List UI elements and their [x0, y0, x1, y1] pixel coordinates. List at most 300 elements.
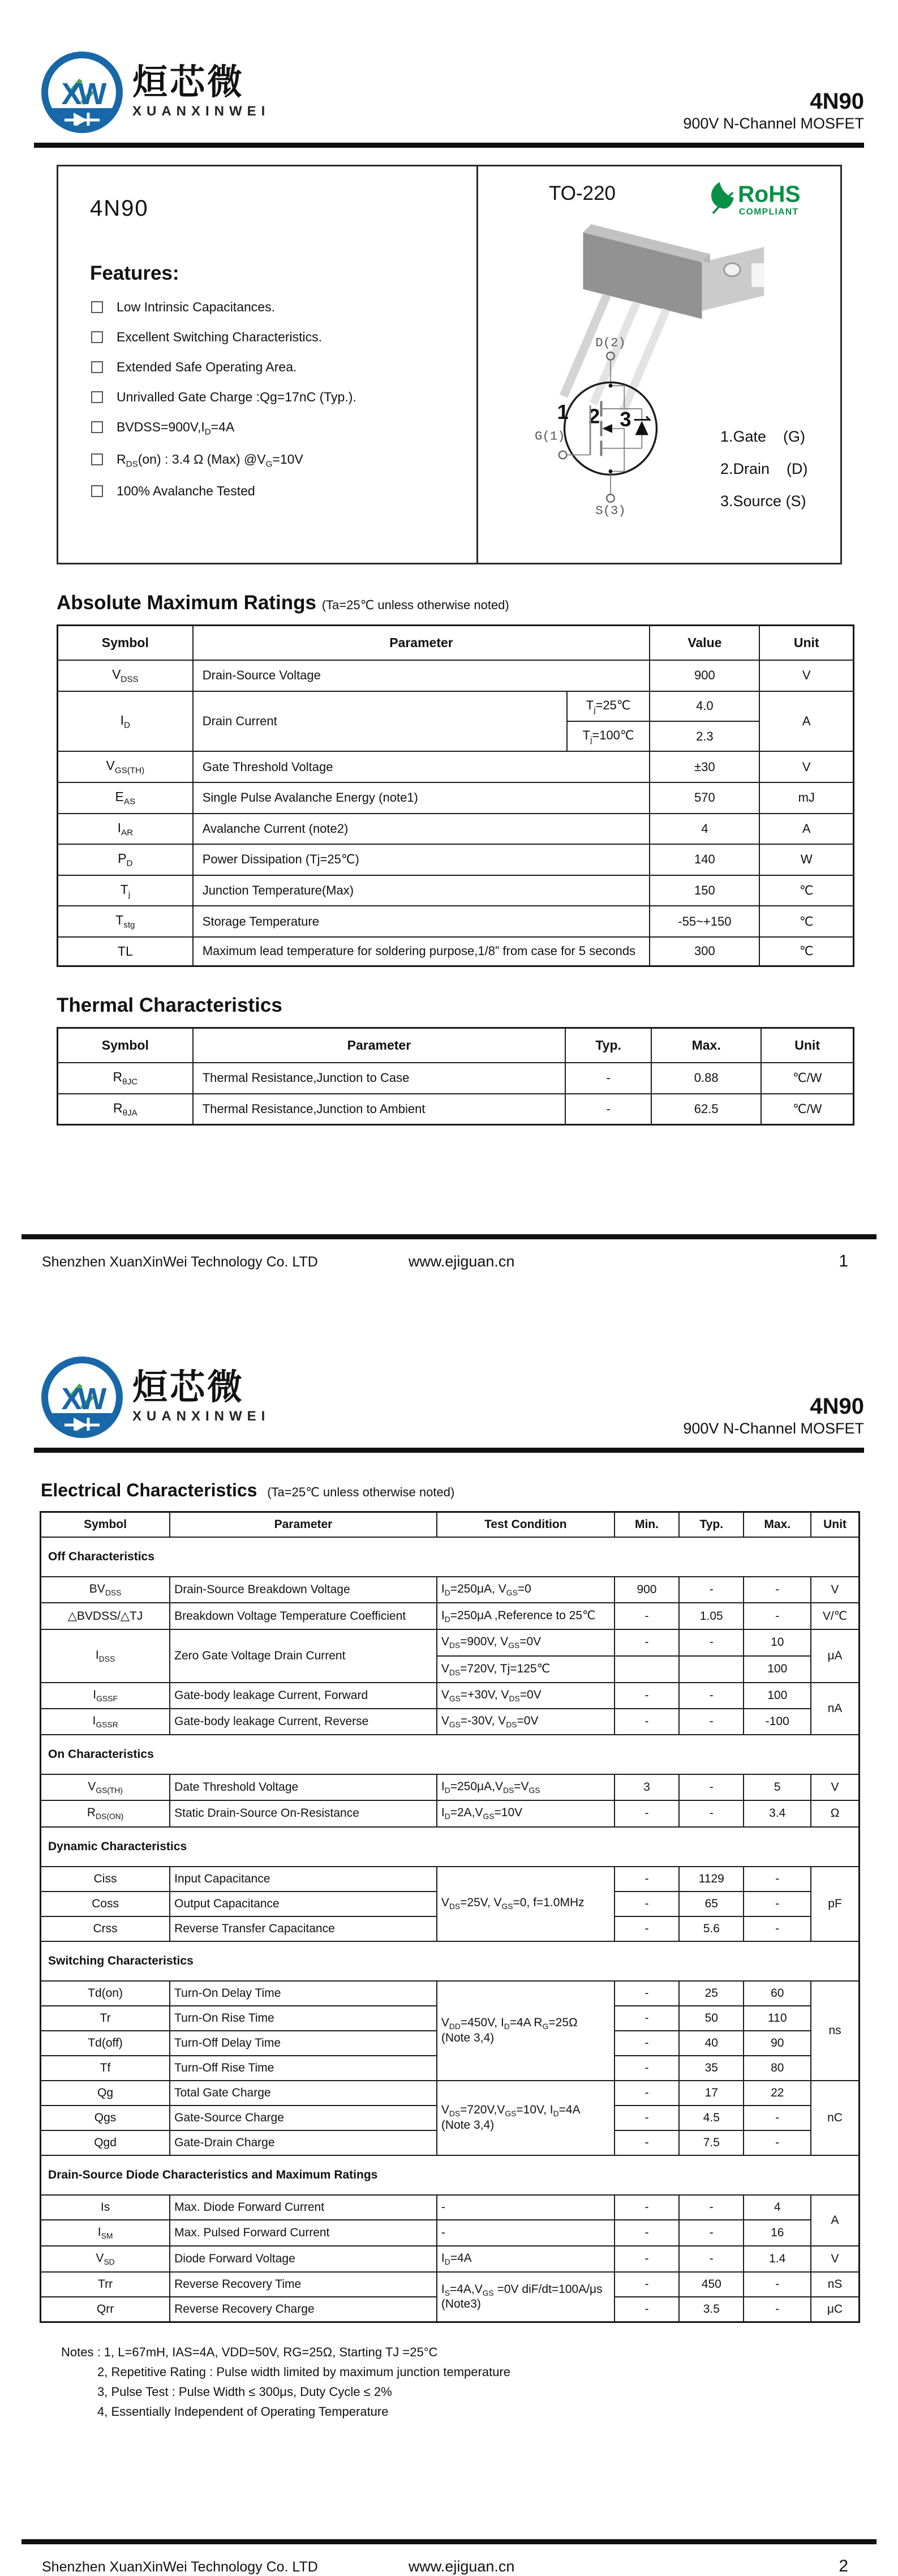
table-cell: V [811, 2246, 859, 2272]
table-row [41, 1537, 860, 1577]
table-cell: $V_{GS(TH)}$ [58, 751, 193, 782]
absolute-maximum-ratings-table [57, 624, 854, 967]
table-cell: ℃ [759, 937, 853, 966]
page-header [0, 1305, 898, 1445]
table-row [58, 782, 854, 814]
table-cell: 4 [744, 2195, 811, 2220]
table-row [41, 2220, 860, 2246]
intro-part-number: 4N90 [90, 196, 149, 221]
table-cell: Unit [811, 1512, 859, 1538]
intro-right [478, 166, 840, 563]
feature-text: Extended Safe Operating Area. [117, 360, 297, 374]
table-row [41, 1735, 860, 1774]
thermal-heading: Thermal Characteristics [57, 994, 282, 1016]
table-cell: μC [811, 2297, 859, 2322]
table-cell: 3.5 [679, 2297, 744, 2322]
table-row [41, 1941, 860, 1981]
table-row [58, 691, 854, 721]
schematic-gate-label: G(1) [534, 429, 565, 444]
table-row [41, 1867, 860, 1892]
table-cell: TL [58, 937, 193, 966]
table-cell: μA [811, 1629, 859, 1682]
table-cell: $T_j=25℃$ [567, 691, 650, 721]
table-cell: -55~+150 [650, 906, 759, 937]
table-cell: Max. Diode Forward Current [170, 2195, 437, 2220]
table-cell: 570 [650, 782, 759, 814]
table-cell: - [615, 1683, 679, 1709]
table-row [58, 814, 854, 845]
feature-text: Excellent Switching Characteristics. [117, 330, 323, 344]
table-row [41, 2195, 860, 2220]
package-name: TO-220 [549, 182, 616, 204]
table-row [41, 1827, 860, 1867]
table-cell: 4.5 [679, 2106, 744, 2130]
table-cell: $V_{DS}=720V$, Tj=125℃ [437, 1656, 615, 1683]
checkbox-icon [91, 331, 103, 343]
logo-monogram: XW [61, 77, 103, 111]
checkbox-icon [91, 485, 103, 497]
elec-heading-note: (Ta=25℃ unless otherwise noted) [267, 1485, 455, 1499]
table-cell: 5 [744, 1774, 811, 1800]
table-cell: ±30 [650, 751, 759, 782]
table-cell: 40 [679, 2031, 744, 2056]
checkbox-icon [91, 453, 103, 465]
table-cell: V [811, 1577, 859, 1603]
amr-heading: Absolute Maximum Ratings (Ta=25℃ unless otherwise noted) [57, 592, 509, 614]
table-cell: Parameter [170, 1512, 437, 1538]
table-cell: 140 [650, 844, 759, 875]
pin-number-1: 1 [557, 400, 569, 423]
table-row [41, 1981, 860, 2006]
table-cell: $R_{DS(ON)}$ [41, 1800, 170, 1826]
table-cell: - [744, 1867, 811, 1892]
table-cell: nA [811, 1683, 859, 1735]
table-row [58, 937, 854, 966]
table-cell: - [615, 1981, 679, 2006]
table-cell: $I_{GSSF}$ [41, 1683, 170, 1709]
feature-text: $R_{DS}(on)$ : 3.4 Ω (Max) $@V_G=10V$ [117, 451, 303, 469]
table-row [41, 1629, 860, 1655]
table-cell: - [615, 1709, 679, 1735]
table-cell: 150 [650, 875, 759, 906]
checkbox-icon [91, 361, 103, 373]
table-cell: 4.0 [650, 691, 759, 721]
logo-monogram: XW [61, 1382, 103, 1416]
table-cell: 17 [679, 2081, 744, 2106]
schematic-drain-label: D(2) [595, 336, 626, 350]
mosfet-schematic [514, 336, 707, 517]
table-cell: - [744, 1892, 811, 1916]
table-header-row [58, 626, 854, 661]
footer-company: Shenzhen XuanXinWei Technology Co. LTD [42, 2559, 318, 2575]
table-cell: 4 [650, 814, 759, 845]
table-cell [679, 1656, 744, 1683]
table-cell: Drain-Source Voltage [193, 660, 650, 691]
table-cell: 900 [650, 660, 759, 691]
table-cell: - [615, 2195, 679, 2220]
table-cell: Thermal Resistance,Junction to Case [193, 1063, 565, 1094]
features-title: Features: [90, 262, 179, 284]
table-cell: - [615, 1867, 679, 1892]
table-cell: Gate-body leakage Current, Forward [170, 1683, 437, 1709]
table-cell: - [615, 2106, 679, 2130]
table-cell: - [615, 2246, 679, 2272]
table-cell: $I_D=2A,V_{GS}=10V$ [437, 1800, 615, 1826]
table-cell: nS [811, 2272, 859, 2297]
intro-left [58, 166, 478, 563]
table-row [58, 1094, 854, 1125]
table-cell: $V_{GS}=-30V$, $V_{DS}=0V$ [437, 1709, 615, 1735]
table-cell: Maximum lead temperature for soldering purpose,1/8” from case for 5 seconds [193, 937, 650, 966]
footer-website: www.ejiguan.cn [408, 1253, 515, 1270]
table-cell: Turn-On Delay Time [170, 1981, 437, 2006]
table-row [58, 844, 854, 875]
table-cell: 80 [744, 2056, 811, 2081]
table-cell: $V_{DS}=900V$, $V_{GS}=0V$ [437, 1629, 615, 1655]
table-row [58, 875, 854, 906]
section-header-cell: Drain-Source Diode Characteristics and Maximum Ratings [41, 2155, 860, 2195]
table-cell: V [759, 751, 853, 782]
table-cell: 25 [679, 1981, 744, 2006]
table-cell: $R_{\theta JA}$ [58, 1094, 193, 1125]
table-cell: - [615, 2297, 679, 2322]
table-cell: $I_D=4A$ [437, 2246, 615, 2272]
table-cell: Gate Threshold Voltage [193, 751, 650, 782]
table-cell: Drain Current [193, 691, 567, 752]
table-cell: pF [811, 1867, 859, 1941]
feature-item [90, 330, 476, 345]
table-cell: $V_{DSS}$ [58, 660, 193, 691]
table-cell: - [437, 2195, 615, 2220]
table-row [41, 1603, 860, 1629]
section-header-cell: Switching Characteristics [41, 1941, 860, 1981]
table-cell: Qgs [41, 2106, 170, 2130]
table-cell: Gate-Drain Charge [170, 2130, 437, 2155]
table-cell: mJ [759, 782, 853, 814]
feature-text: 100% Avalanche Tested [117, 483, 255, 499]
part-number: 4N90 [810, 89, 864, 114]
table-cell: $I_{AR}$ [58, 814, 193, 845]
table-row [41, 2081, 860, 2106]
part-description: 900V N-Channel MOSFET [683, 115, 864, 132]
table-row [41, 1577, 860, 1603]
table-cell: Typ. [565, 1028, 651, 1063]
pin-number-2: 2 [588, 404, 600, 428]
table-cell [615, 1656, 679, 1683]
header-rule [34, 1448, 864, 1453]
table-cell: 450 [679, 2272, 744, 2297]
table-cell: 65 [679, 1892, 744, 1916]
table-cell: ℃/W [761, 1094, 853, 1125]
table-cell: - [679, 2195, 744, 2220]
table-cell: $T_j$ [58, 875, 193, 906]
table-row [58, 751, 854, 782]
table-cell: Output Capacitance [170, 1892, 437, 1916]
table-cell: Gate-body leakage Current, Reverse [170, 1709, 437, 1735]
table-cell: - [615, 2081, 679, 2106]
table-cell: 60 [744, 1981, 811, 2006]
table-cell: - [744, 2130, 811, 2155]
table-cell: Symbol [58, 626, 193, 661]
table-cell: Static Drain-Source On-Resistance [170, 1800, 437, 1826]
table-cell: Td(off) [41, 2031, 170, 2056]
notes-block [61, 2342, 898, 2421]
table-cell: nC [811, 2081, 859, 2155]
table-cell: - [744, 2272, 811, 2297]
table-cell: Ω [811, 1800, 859, 1826]
table-cell: - [679, 1800, 744, 1826]
table-cell: $V_{DD}=450V$, $I_D=4A$ $R_G=25\Omega$ (Note 3,4) [437, 1981, 615, 2081]
section-header-cell: Dynamic Characteristics [41, 1827, 860, 1867]
table-cell: Unit [759, 626, 853, 661]
table-cell: $I_S=4A,V_{GS} =0V$ diF/dt=100A/μs (Note3) [437, 2272, 615, 2322]
table-cell: Avalanche Current (note2) [193, 814, 650, 845]
table-cell: $P_D$ [58, 844, 193, 875]
brand-name-cn: 烜芯微 [132, 1368, 245, 1407]
table-cell: ℃ [759, 875, 853, 906]
table-cell: Max. [651, 1028, 761, 1063]
table-cell: Turn-On Rise Time [170, 2006, 437, 2031]
checkbox-icon [91, 421, 103, 433]
table-cell: Max. [744, 1512, 811, 1538]
rohs-subtitle: COMPLIANT [738, 207, 799, 217]
table-cell: Storage Temperature [193, 906, 650, 937]
thermal-characteristics-table [57, 1027, 854, 1126]
table-row [58, 660, 854, 691]
table-cell: - [744, 1603, 811, 1629]
table-cell: Tf [41, 2056, 170, 2081]
table-cell: - [565, 1094, 651, 1125]
schematic-source-label: S(3) [595, 503, 626, 517]
table-row [41, 2246, 860, 2272]
page-1 [0, 0, 898, 1271]
table-cell: Diode Forward Voltage [170, 2246, 437, 2272]
table-cell: - [615, 2006, 679, 2031]
table-cell: Value [650, 626, 759, 661]
company-logo [40, 50, 270, 135]
feature-item [90, 452, 476, 469]
feature-item [90, 360, 476, 375]
table-cell: A [811, 2195, 859, 2246]
section-header-cell: On Characteristics [41, 1735, 860, 1774]
table-cell: -100 [744, 1709, 811, 1735]
feature-item [90, 483, 476, 499]
table-cell: Max. Pulsed Forward Current [170, 2220, 437, 2246]
part-number: 4N90 [810, 1394, 864, 1419]
table-row [58, 1063, 854, 1094]
table-cell: Turn-Off Delay Time [170, 2031, 437, 2056]
table-cell: Typ. [679, 1512, 744, 1538]
table-cell: - [437, 2220, 615, 2246]
table-cell: 62.5 [651, 1094, 761, 1125]
note-line: Notes : 1, L=67mH, IAS=4A, VDD=50V, RG=25Ω, Starting TJ =25°C [61, 2344, 438, 2359]
table-cell: 35 [679, 2056, 744, 2081]
table-cell: Symbol [41, 1512, 170, 1538]
table-cell: Single Pulse Avalanche Energy (note1) [193, 782, 650, 814]
table-cell: $V_{GS(TH)}$ [41, 1774, 170, 1800]
table-cell: 300 [650, 937, 759, 966]
table-cell: - [615, 2031, 679, 2056]
table-cell: - [615, 1892, 679, 1916]
table-cell: Crss [41, 1916, 170, 1941]
table-cell: - [744, 1577, 811, 1603]
footer-website: www.ejiguan.cn [408, 2558, 515, 2575]
table-cell: $T_{stg}$ [58, 906, 193, 937]
table-cell: 90 [744, 2031, 811, 2056]
table-cell: $BV_{DSS}$ [41, 1577, 170, 1603]
table-cell: $R_{\theta JC}$ [58, 1063, 193, 1094]
table-cell: 5.6 [679, 1916, 744, 1941]
table-cell: Total Gate Charge [170, 2081, 437, 2106]
table-cell: - [679, 1709, 744, 1735]
feature-text: Unrivalled Gate Charge :Qg=17nC (Typ.). [117, 390, 356, 404]
table-cell: 100 [744, 1656, 811, 1683]
table-cell: - [679, 2246, 744, 2272]
note-line: 2, Repetitive Rating : Pulse width limited by maximum junction temperature [97, 2364, 510, 2379]
table-cell: 100 [744, 1683, 811, 1709]
table-cell: - [679, 2220, 744, 2246]
table-header-row [41, 1512, 860, 1538]
table-cell: - [615, 1916, 679, 1941]
table-row [41, 1774, 860, 1800]
table-cell: - [744, 2297, 811, 2322]
table-cell: Power Dissipation (Tj=25℃) [193, 844, 650, 875]
part-description: 900V N-Channel MOSFET [683, 1420, 864, 1437]
table-cell: - [615, 2272, 679, 2297]
table-cell: Reverse Recovery Time [170, 2272, 437, 2297]
table-cell: ns [811, 1981, 859, 2081]
brand-name-cn: 烜芯微 [132, 63, 245, 102]
table-cell: Date Threshold Voltage [170, 1774, 437, 1800]
footer-company: Shenzhen XuanXinWei Technology Co. LTD [42, 1254, 318, 1270]
table-cell: $I_{DSS}$ [41, 1629, 170, 1682]
brand-name-en: XUANXINWEI [132, 1409, 270, 1424]
amr-heading-note: (Ta=25℃ unless otherwise noted) [321, 598, 509, 612]
table-cell: V/℃ [811, 1603, 859, 1629]
header-rule [34, 143, 864, 148]
table-cell: - [679, 1683, 744, 1709]
table-row [58, 906, 854, 937]
table-cell: Symbol [58, 1028, 193, 1063]
table-cell: Qg [41, 2081, 170, 2106]
table-cell: Breakdown Voltage Temperature Coefficient [170, 1603, 437, 1629]
table-cell: 3.4 [744, 1800, 811, 1826]
table-cell: 7.5 [679, 2130, 744, 2155]
pin-legend-source: 3.Source (S) [720, 493, 806, 510]
table-cell: Unit [761, 1028, 853, 1063]
table-cell: A [759, 814, 853, 845]
table-cell: ℃/W [761, 1063, 853, 1094]
logo-mark-icon [40, 50, 124, 135]
pin-legend [720, 428, 808, 525]
page-header [0, 0, 898, 140]
pin-legend-gate: 1.Gate (G) [720, 428, 806, 445]
table-cell: Td(on) [41, 1981, 170, 2006]
table-cell: 900 [615, 1577, 679, 1603]
table-cell: Test Condition [437, 1512, 615, 1538]
page-number: 1 [839, 1252, 848, 1270]
table-cell: Trr [41, 2272, 170, 2297]
table-cell: $T_j=100℃$ [567, 721, 650, 751]
table-cell: 110 [744, 2006, 811, 2031]
checkbox-icon [91, 301, 103, 313]
table-cell: Qrr [41, 2297, 170, 2322]
table-cell: 22 [744, 2081, 811, 2106]
table-cell: - [744, 1916, 811, 1941]
logo-mark-icon [40, 1355, 124, 1440]
table-cell: - [565, 1063, 651, 1094]
table-cell: A [759, 691, 853, 752]
pin-legend-drain: 2.Drain (D) [720, 460, 808, 477]
table-cell: V [811, 1774, 859, 1800]
intro-box [57, 165, 842, 564]
table-cell: Qgd [41, 2130, 170, 2155]
table-cell: $I_D=250\mu A,V_{DS}=V_{GS}$ [437, 1774, 615, 1800]
table-cell: - [679, 1774, 744, 1800]
features-list [90, 299, 476, 499]
table-row [41, 2272, 860, 2297]
table-cell: - [744, 2106, 811, 2130]
table-cell: Turn-Off Rise Time [170, 2056, 437, 2081]
table-row [41, 1800, 860, 1826]
table-cell: - [679, 1629, 744, 1655]
table-row [41, 2155, 860, 2195]
table-cell: Reverse Transfer Capacitance [170, 1916, 437, 1941]
table-cell: Gate-Source Charge [170, 2106, 437, 2130]
table-cell: $V_{DS}=720V,V_{GS}=10V$, $I_D=4A$ (Note 3,4) [437, 2081, 615, 2155]
table-cell: Zero Gate Voltage Drain Current [170, 1629, 437, 1682]
page-2 [0, 1271, 898, 2576]
table-cell: - [615, 1629, 679, 1655]
page-2-footer [0, 2471, 898, 2576]
table-cell: $I_{GSSR}$ [41, 1709, 170, 1735]
table-cell: 2.3 [650, 721, 759, 751]
table-cell: $I_D$ [58, 691, 193, 752]
feature-item [90, 420, 476, 437]
table-row [41, 1709, 860, 1735]
table-cell: 0.88 [651, 1063, 761, 1094]
feature-item [90, 299, 476, 315]
table-cell: Parameter [193, 626, 650, 661]
table-cell: Coss [41, 1892, 170, 1916]
feature-text: $BVDSS=900V,I_D=4A$ [117, 420, 235, 437]
table-cell: $V_{GS}=+30V$, $V_{DS}=0V$ [437, 1683, 615, 1709]
table-cell: 1.4 [744, 2246, 811, 2272]
table-cell: Min. [615, 1512, 679, 1538]
table-cell: - [615, 1800, 679, 1826]
table-cell: △BVDSS/△TJ [41, 1603, 170, 1629]
table-cell: 1.05 [679, 1603, 744, 1629]
table-header-row [58, 1028, 854, 1063]
table-cell: - [615, 2056, 679, 2081]
table-cell: ℃ [759, 906, 853, 937]
table-cell: $I_D=250\mu A$, $V_{GS}=0$ [437, 1577, 615, 1603]
page-number: 2 [839, 2557, 848, 2575]
table-cell: Thermal Resistance,Junction to Ambient [193, 1094, 565, 1125]
table-cell: - [615, 2220, 679, 2246]
feature-item [90, 390, 476, 405]
table-cell: V [759, 660, 853, 691]
brand-name-en: XUANXINWEI [132, 104, 270, 119]
rohs-title: RoHS [738, 181, 801, 207]
feature-text: Low Intrinsic Capacitances. [117, 299, 275, 314]
table-cell: $E_{AS}$ [58, 782, 193, 814]
electrical-characteristics-table [40, 1511, 860, 2323]
table-cell: 1129 [679, 1867, 744, 1892]
note-line: 3, Pulse Test : Pulse Width ≤ 300μs, Duty Cycle ≤ 2% [97, 2384, 392, 2399]
pin-number-3: 3 [620, 408, 631, 431]
section-header-cell: Off Characteristics [41, 1537, 860, 1577]
